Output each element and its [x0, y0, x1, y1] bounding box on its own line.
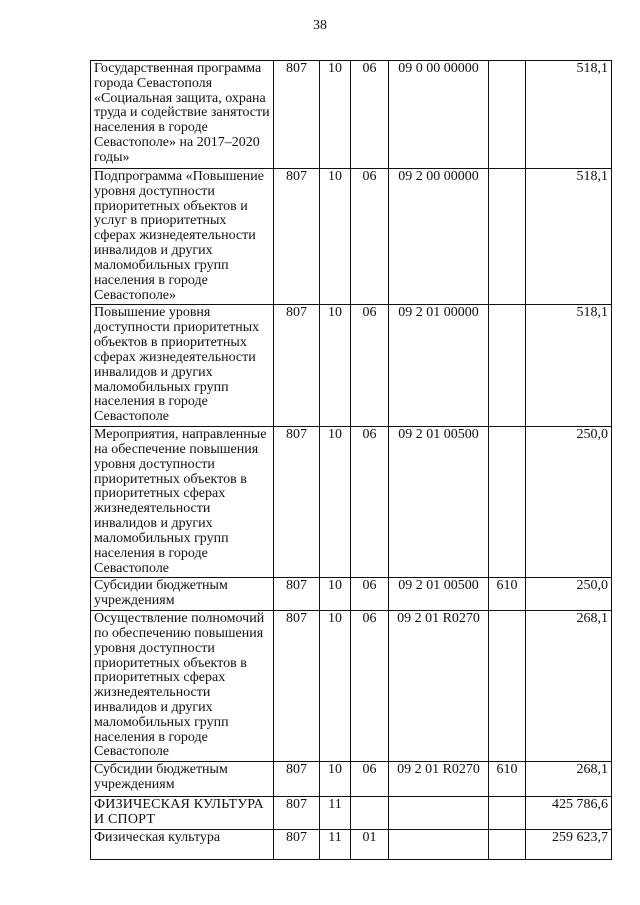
- section-code: 10: [320, 427, 351, 578]
- subsection-code: 06: [351, 762, 389, 797]
- subsection-code: 06: [351, 427, 389, 578]
- subsection-code: 06: [351, 611, 389, 762]
- row-name: Субсидии бюджетным учреждениям: [91, 578, 274, 611]
- expense-type-code: [489, 797, 526, 830]
- section-code: 10: [320, 61, 351, 169]
- section-code: 10: [320, 611, 351, 762]
- amount: 268,1: [526, 762, 612, 797]
- subsection-code: 06: [351, 305, 389, 427]
- target-code: [389, 797, 489, 830]
- section-code: 10: [320, 305, 351, 427]
- amount: 250,0: [526, 427, 612, 578]
- target-code: 09 2 01 R0270: [389, 762, 489, 797]
- subsection-code: 01: [351, 829, 389, 859]
- budget-table: [90, 60, 612, 860]
- row-name: ФИЗИЧЕСКАЯ КУЛЬТУРА И СПОРТ: [91, 797, 274, 830]
- subsection-code: 06: [351, 169, 389, 305]
- ministry-code: 807: [274, 427, 320, 578]
- table-row: [91, 762, 612, 797]
- ministry-code: 807: [274, 578, 320, 611]
- section-code: 10: [320, 762, 351, 797]
- table-row: [91, 797, 612, 830]
- ministry-code: 807: [274, 169, 320, 305]
- row-name: Мероприятия, направленные на обеспечение повышения уровня доступности приоритетных объектов в приоритетных сферах жизнедеятельности инвалидов и других маломобильных групп населения в городе Севастополе: [91, 427, 274, 578]
- expense-type-code: 610: [489, 762, 526, 797]
- ministry-code: 807: [274, 762, 320, 797]
- page-number: 38: [313, 18, 327, 33]
- section-code: 11: [320, 797, 351, 830]
- row-name: Осуществление полномочий по обеспечению повышения уровня доступности приоритетных объектов в приоритетных сферах жизнедеятельности инвалидов и других маломобильных групп населения в городе Севастополе: [91, 611, 274, 762]
- amount: 518,1: [526, 169, 612, 305]
- target-code: 09 2 01 00000: [389, 305, 489, 427]
- amount: 250,0: [526, 578, 612, 611]
- section-code: 10: [320, 169, 351, 305]
- table-row: [91, 61, 612, 169]
- row-name: Повышение уровня доступности приоритетных объектов в приоритетных сферах жизнедеятельности инвалидов и других маломобильных групп населения в городе Севастополе: [91, 305, 274, 427]
- expense-type-code: [489, 829, 526, 859]
- row-name: Государственная программа города Севастополя «Социальная защита, охрана труда и содействие занятости населения в городе Севастополе» на 2017–2020 годы»: [91, 61, 274, 169]
- expense-type-code: 610: [489, 578, 526, 611]
- subsection-code: 06: [351, 578, 389, 611]
- subsection-code: 06: [351, 61, 389, 169]
- target-code: 09 2 01 R0270: [389, 611, 489, 762]
- ministry-code: 807: [274, 305, 320, 427]
- table-row: [91, 169, 612, 305]
- amount: 518,1: [526, 61, 612, 169]
- table-row: [91, 427, 612, 578]
- ministry-code: 807: [274, 611, 320, 762]
- table-row: [91, 611, 612, 762]
- table-row: [91, 305, 612, 427]
- expense-type-code: [489, 611, 526, 762]
- row-name: Физическая культура: [91, 829, 274, 859]
- amount: 259 623,7: [526, 829, 612, 859]
- expense-type-code: [489, 169, 526, 305]
- amount: 268,1: [526, 611, 612, 762]
- expense-type-code: [489, 305, 526, 427]
- target-code: 09 0 00 00000: [389, 61, 489, 169]
- target-code: 09 2 00 00000: [389, 169, 489, 305]
- ministry-code: 807: [274, 61, 320, 169]
- row-name: Субсидии бюджетным учреждениям: [91, 762, 274, 797]
- row-name: Подпрограмма «Повышение уровня доступности приоритетных объектов и услуг в приоритетных сферах жизнедеятельности инвалидов и других маломобильных групп населения в городе Севастополе»: [91, 169, 274, 305]
- target-code: [389, 829, 489, 859]
- table-row: [91, 829, 612, 859]
- subsection-code: [351, 797, 389, 830]
- section-code: 11: [320, 829, 351, 859]
- expense-type-code: [489, 427, 526, 578]
- expense-type-code: [489, 61, 526, 169]
- amount: 425 786,6: [526, 797, 612, 830]
- target-code: 09 2 01 00500: [389, 578, 489, 611]
- ministry-code: 807: [274, 829, 320, 859]
- section-code: 10: [320, 578, 351, 611]
- table-row: [91, 578, 612, 611]
- target-code: 09 2 01 00500: [389, 427, 489, 578]
- amount: 518,1: [526, 305, 612, 427]
- ministry-code: 807: [274, 797, 320, 830]
